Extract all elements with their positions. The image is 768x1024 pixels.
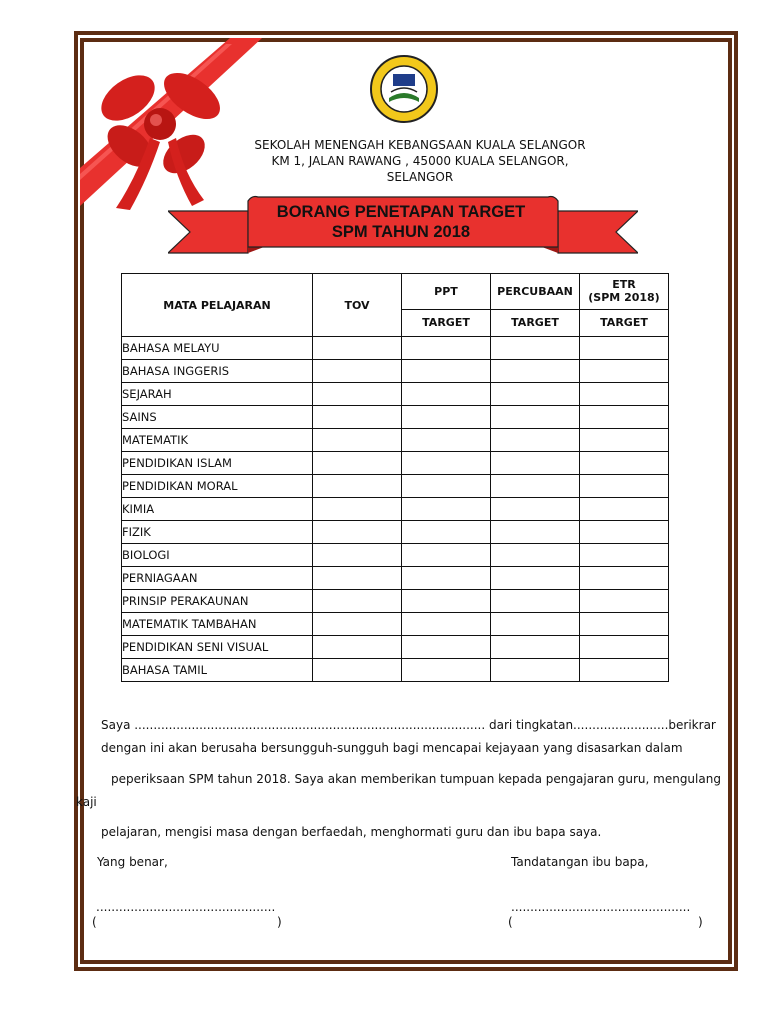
student-name-paren-close: )	[277, 915, 282, 929]
subject-name: PRINSIP PERAKAUNAN	[122, 590, 313, 613]
tov-cell[interactable]	[313, 636, 402, 659]
percubaan-target-cell[interactable]	[491, 544, 580, 567]
tov-cell[interactable]	[313, 452, 402, 475]
ppt-target-cell[interactable]	[402, 636, 491, 659]
tov-cell[interactable]	[313, 406, 402, 429]
table-row	[122, 452, 669, 475]
ppt-target-cell[interactable]	[402, 659, 491, 682]
parent-sign-label: Tandatangan ibu bapa,	[511, 855, 649, 869]
subject-name: MATEMATIK	[122, 429, 313, 452]
declaration-line-3: peperiksaan SPM tahun 2018. Saya akan memberikan tumpuan kepada pengajaran guru, mengulang	[111, 772, 721, 786]
ppt-target-cell[interactable]	[402, 475, 491, 498]
subject-name: BIOLOGI	[122, 544, 313, 567]
ppt-target-cell[interactable]	[402, 337, 491, 360]
target-table	[121, 273, 669, 682]
school-address-line: KM 1, JALAN RAWANG , 45000 KUALA SELANGOR,	[271, 154, 569, 168]
ppt-target-cell[interactable]	[402, 360, 491, 383]
etr-target-cell[interactable]	[580, 383, 669, 406]
etr-target-cell[interactable]	[580, 544, 669, 567]
tov-cell[interactable]	[313, 429, 402, 452]
percubaan-target-cell[interactable]	[491, 475, 580, 498]
ppt-target-cell[interactable]	[402, 452, 491, 475]
subject-name: SAINS	[122, 406, 313, 429]
header-ppt-target: TARGET	[402, 309, 491, 336]
etr-target-cell[interactable]	[580, 475, 669, 498]
etr-target-cell[interactable]	[580, 613, 669, 636]
subject-name: PENDIDIKAN MORAL	[122, 475, 313, 498]
subject-name: MATEMATIK TAMBAHAN	[122, 613, 313, 636]
tov-cell[interactable]	[313, 613, 402, 636]
table-row	[122, 613, 669, 636]
subject-name: PERNIAGAAN	[122, 567, 313, 590]
subject-name: KIMIA	[122, 498, 313, 521]
percubaan-target-cell[interactable]	[491, 590, 580, 613]
ppt-target-cell[interactable]	[402, 590, 491, 613]
etr-target-cell[interactable]	[580, 337, 669, 360]
percubaan-target-cell[interactable]	[491, 613, 580, 636]
declaration-line-1: Saya ............................................................................................ dari tingkatan.........................berikrar	[101, 718, 716, 732]
header-etr-line1: ETR	[612, 278, 636, 292]
subject-name: BAHASA TAMIL	[122, 659, 313, 682]
school-state: SELANGOR	[386, 170, 454, 184]
student-sign-label: Yang benar,	[97, 855, 168, 869]
header-percubaan: PERCUBAAN	[491, 274, 580, 310]
ppt-target-cell[interactable]	[402, 521, 491, 544]
header-subject: MATA PELAJARAN	[122, 274, 313, 337]
percubaan-target-cell[interactable]	[491, 337, 580, 360]
ppt-target-cell[interactable]	[402, 383, 491, 406]
etr-target-cell[interactable]	[580, 429, 669, 452]
etr-target-cell[interactable]	[580, 521, 669, 544]
table-header-row	[122, 274, 669, 310]
etr-target-cell[interactable]	[580, 406, 669, 429]
tov-cell[interactable]	[313, 590, 402, 613]
percubaan-target-cell[interactable]	[491, 406, 580, 429]
etr-target-cell[interactable]	[580, 567, 669, 590]
table-row	[122, 567, 669, 590]
parent-name-paren-close: )	[698, 915, 703, 929]
tov-cell[interactable]	[313, 498, 402, 521]
etr-target-cell[interactable]	[580, 636, 669, 659]
ppt-target-cell[interactable]	[402, 567, 491, 590]
school-name: SEKOLAH MENENGAH KEBANGSAAN KUALA SELANGOR	[254, 138, 586, 152]
ppt-target-cell[interactable]	[402, 406, 491, 429]
table-row	[122, 383, 669, 406]
school-crest-logo	[369, 54, 439, 124]
subject-name: FIZIK	[122, 521, 313, 544]
percubaan-target-cell[interactable]	[491, 452, 580, 475]
table-row	[122, 544, 669, 567]
ppt-target-cell[interactable]	[402, 544, 491, 567]
table-row	[122, 337, 669, 360]
tov-cell[interactable]	[313, 475, 402, 498]
percubaan-target-cell[interactable]	[491, 636, 580, 659]
parent-name-paren-open: (	[508, 915, 513, 929]
table-row	[122, 636, 669, 659]
percubaan-target-cell[interactable]	[491, 383, 580, 406]
table-row	[122, 521, 669, 544]
school-address-block	[230, 137, 610, 185]
student-sign-line: ...............................................	[96, 900, 276, 914]
tov-cell[interactable]	[313, 337, 402, 360]
ppt-target-cell[interactable]	[402, 613, 491, 636]
declaration-line-2: dengan ini akan berusaha bersungguh-sungguh bagi mencapai kejayaan yang disasarkan dalam	[101, 741, 683, 755]
percubaan-target-cell[interactable]	[491, 659, 580, 682]
student-name-paren-open: (	[92, 915, 97, 929]
percubaan-target-cell[interactable]	[491, 429, 580, 452]
subject-name: PENDIDIKAN SENI VISUAL	[122, 636, 313, 659]
header-tov: TOV	[313, 274, 402, 337]
tov-cell[interactable]	[313, 521, 402, 544]
declaration-line-3-wrap: kaji	[76, 795, 97, 809]
etr-target-cell[interactable]	[580, 360, 669, 383]
table-row	[122, 360, 669, 383]
form-title-line1: BORANG PENETAPAN TARGET	[276, 203, 526, 221]
percubaan-target-cell[interactable]	[491, 521, 580, 544]
percubaan-target-cell[interactable]	[491, 360, 580, 383]
header-etr	[580, 274, 669, 310]
tov-cell[interactable]	[313, 567, 402, 590]
tov-cell[interactable]	[313, 659, 402, 682]
subject-name: PENDIDIKAN ISLAM	[122, 452, 313, 475]
form-title-line2: SPM TAHUN 2018	[331, 223, 471, 241]
table-row	[122, 429, 669, 452]
subject-name: BAHASA MELAYU	[122, 337, 313, 360]
ppt-target-cell[interactable]	[402, 429, 491, 452]
ppt-target-cell[interactable]	[402, 498, 491, 521]
parent-sign-line: ...............................................	[511, 900, 691, 914]
header-percubaan-target: TARGET	[491, 309, 580, 336]
table-row	[122, 659, 669, 682]
tov-cell[interactable]	[313, 360, 402, 383]
form-title	[248, 202, 554, 242]
table-row	[122, 590, 669, 613]
percubaan-target-cell[interactable]	[491, 567, 580, 590]
tov-cell[interactable]	[313, 544, 402, 567]
subject-name: BAHASA INGGERIS	[122, 360, 313, 383]
header-etr-line2: (SPM 2018)	[588, 291, 660, 305]
header-etr-target: TARGET	[580, 309, 669, 336]
table-row	[122, 406, 669, 429]
etr-target-cell[interactable]	[580, 590, 669, 613]
etr-target-cell[interactable]	[580, 498, 669, 521]
tov-cell[interactable]	[313, 383, 402, 406]
subject-name: SEJARAH	[122, 383, 313, 406]
percubaan-target-cell[interactable]	[491, 498, 580, 521]
table-row	[122, 498, 669, 521]
etr-target-cell[interactable]	[580, 659, 669, 682]
declaration-line-4: pelajaran, mengisi masa dengan berfaedah, menghormati guru dan ibu bapa saya.	[101, 825, 602, 839]
etr-target-cell[interactable]	[580, 452, 669, 475]
header-ppt: PPT	[402, 274, 491, 310]
table-row	[122, 475, 669, 498]
